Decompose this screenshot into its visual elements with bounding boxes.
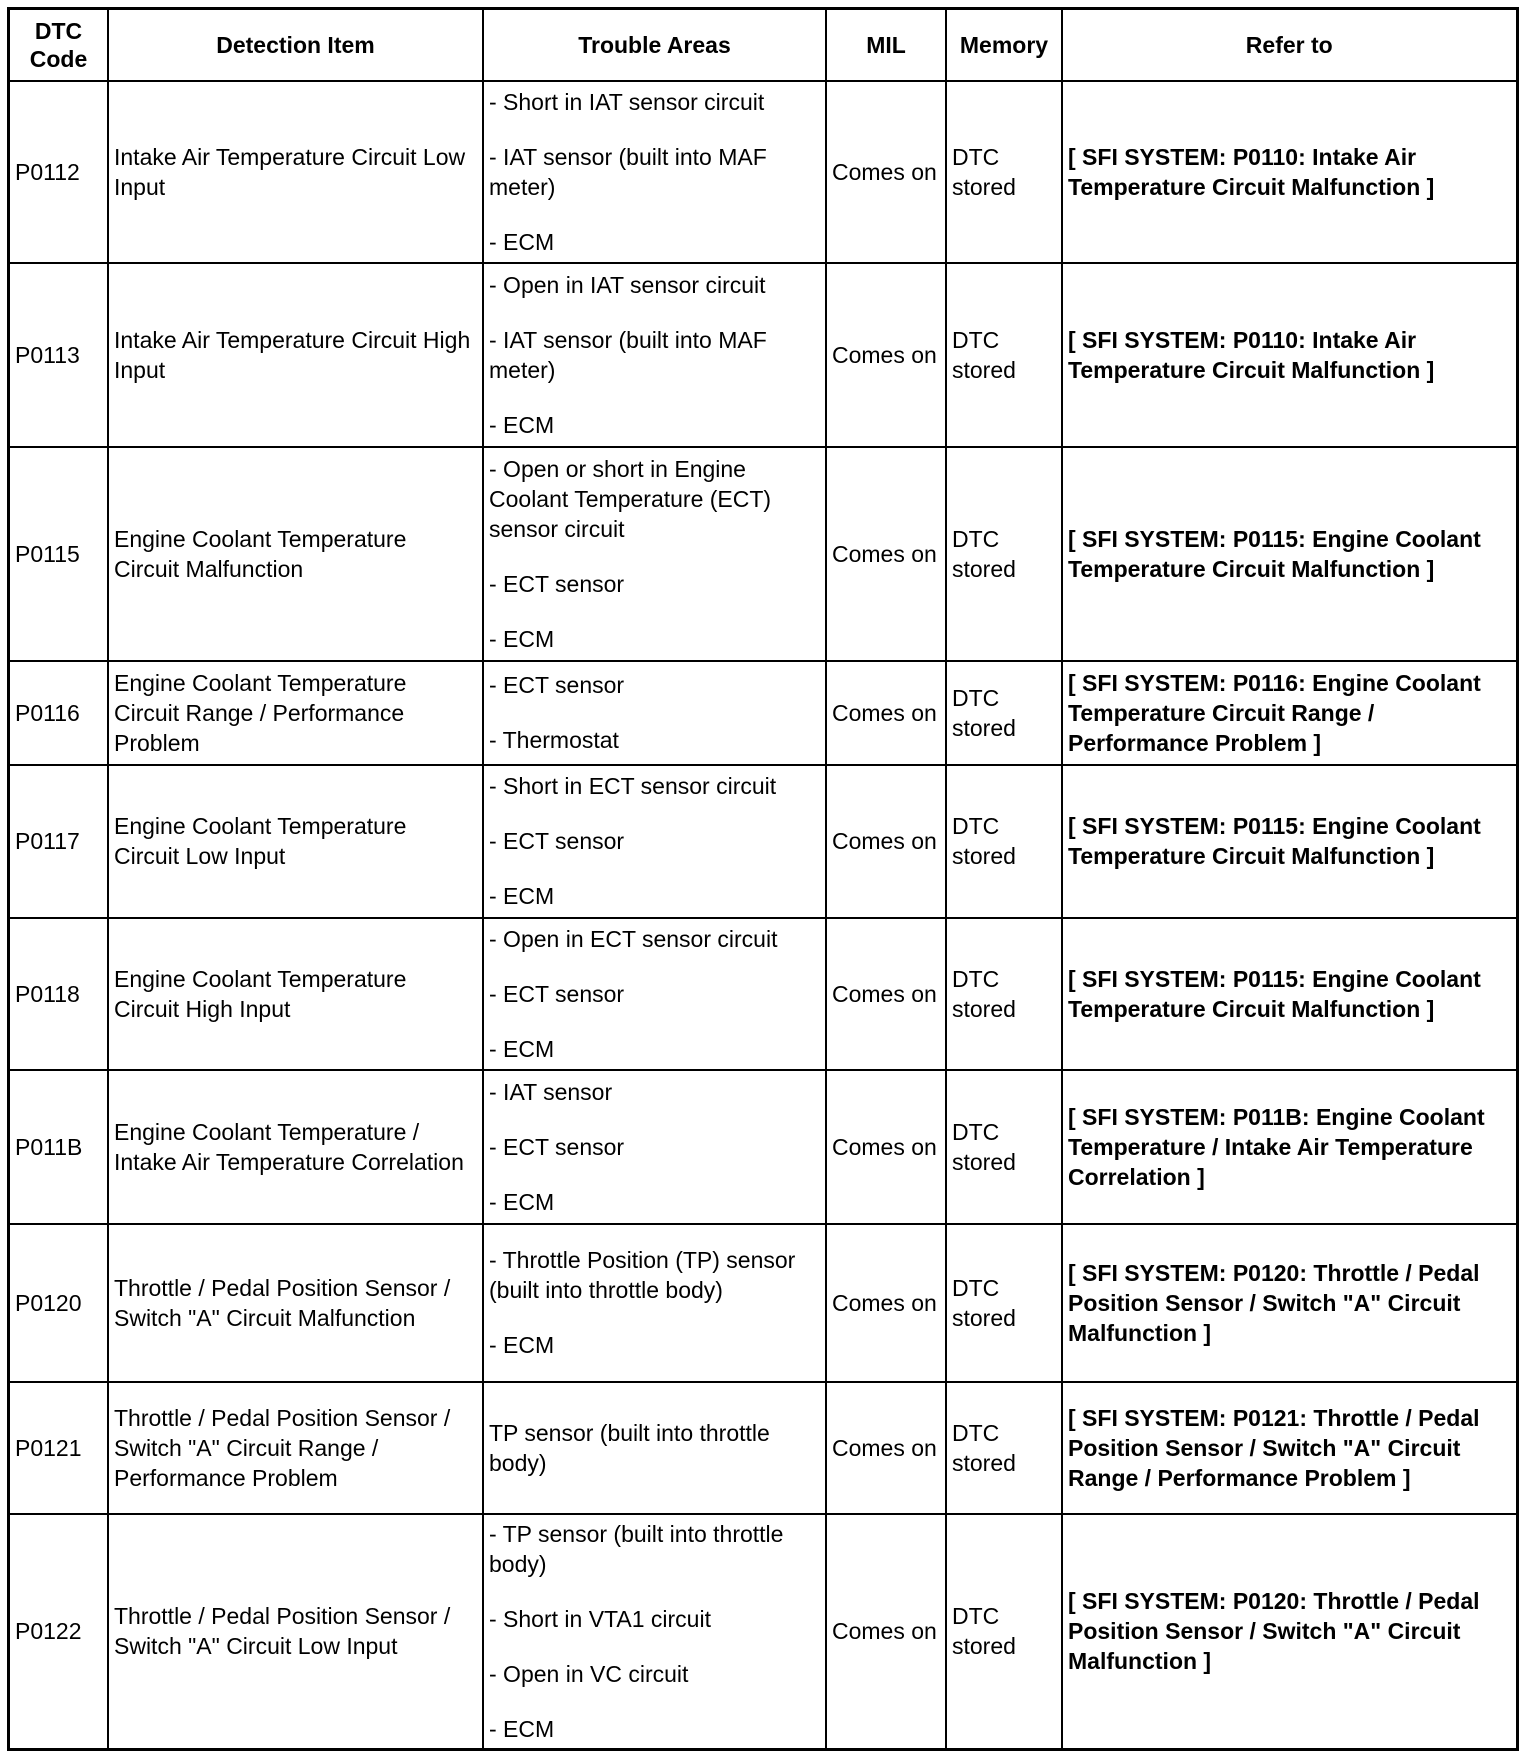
detection-item: Throttle / Pedal Position Sensor / Switch "A" Circuit Range / Performance Problem [108,1382,483,1514]
refer-to-link[interactable]: [ SFI SYSTEM: P0120: Throttle / Pedal Position Sensor / Switch "A" Circuit Malfunction ] [1062,1514,1517,1750]
detection-item: Engine Coolant Temperature Circuit Range / Performance Problem [108,661,483,765]
table-row [9,661,1518,765]
detection-item: Engine Coolant Temperature / Intake Air Temperature Correlation [108,1070,483,1224]
trouble-area-item: - ECM [489,1035,555,1062]
mil-status: Comes on [826,447,946,661]
trouble-areas [483,661,826,765]
dtc-code: P0122 [9,1514,109,1750]
trouble-area-item: - Short in VTA1 circuit [489,1605,711,1632]
detection-item: Intake Air Temperature Circuit High Input [108,263,483,447]
mil-status: Comes on [826,1070,946,1224]
mil-status: Comes on [826,1224,946,1382]
trouble-area-item: - ECM [489,1188,555,1215]
memory-status: DTC stored [946,447,1062,661]
table-row [9,1224,1518,1382]
trouble-area-item: TP sensor (built into throttle body) [489,1419,770,1476]
table-row [9,263,1518,447]
refer-to-link[interactable]: [ SFI SYSTEM: P0115: Engine Coolant Temperature Circuit Malfunction ] [1062,918,1517,1070]
table-row [9,765,1518,918]
trouble-area-item: - IAT sensor (built into MAF meter) [489,326,767,383]
trouble-area-item: - ECT sensor [489,672,625,698]
mil-status: Comes on [826,661,946,765]
trouble-area-item: - Short in IAT sensor circuit [489,88,765,115]
trouble-areas [483,1070,826,1224]
dtc-code: P0117 [9,765,109,918]
memory-status: DTC stored [946,918,1062,1070]
memory-status: DTC stored [946,765,1062,918]
memory-status: DTC stored [946,1382,1062,1514]
memory-status: DTC stored [946,263,1062,447]
detection-item: Engine Coolant Temperature Circuit Malfunction [108,447,483,661]
trouble-area-item: - ECM [489,1715,555,1742]
header-trouble-areas: Trouble Areas [483,9,826,81]
table-row [9,1382,1518,1514]
detection-item: Engine Coolant Temperature Circuit High Input [108,918,483,1070]
trouble-area-item: - Thermostat [489,727,619,753]
memory-status: DTC stored [946,1224,1062,1382]
refer-to-link[interactable]: [ SFI SYSTEM: P0121: Throttle / Pedal Position Sensor / Switch "A" Circuit Range / Performance Problem ] [1062,1382,1517,1514]
refer-to-link[interactable]: [ SFI SYSTEM: P011B: Engine Coolant Temperature / Intake Air Temperature Correlation ] [1062,1070,1517,1224]
trouble-area-item: - ECM [489,228,555,255]
trouble-area-item: - Open in VC circuit [489,1660,689,1687]
trouble-areas [483,918,826,1070]
memory-status: DTC stored [946,661,1062,765]
trouble-areas [483,1224,826,1382]
dtc-code: P0118 [9,918,109,1070]
trouble-area-item: - ECT sensor [489,570,625,597]
mil-status: Comes on [826,263,946,447]
table-row [9,1514,1518,1750]
header-row [9,9,1518,81]
table-row [9,81,1518,263]
detection-item: Engine Coolant Temperature Circuit Low Input [108,765,483,918]
trouble-areas [483,1382,826,1514]
dtc-code: P0112 [9,81,109,263]
trouble-areas [483,1514,826,1750]
trouble-area-item: - Open in ECT sensor circuit [489,925,778,952]
refer-to-link[interactable]: [ SFI SYSTEM: P0115: Engine Coolant Temperature Circuit Malfunction ] [1062,447,1517,661]
dtc-code: P0113 [9,263,109,447]
refer-to-link[interactable]: [ SFI SYSTEM: P0110: Intake Air Temperature Circuit Malfunction ] [1062,263,1517,447]
trouble-area-item: - ECM [489,625,555,652]
refer-to-link[interactable]: [ SFI SYSTEM: P0110: Intake Air Temperature Circuit Malfunction ] [1062,81,1517,263]
dtc-code: P0120 [9,1224,109,1382]
trouble-area-item: - TP sensor (built into throttle body) [489,1520,784,1577]
refer-to-link[interactable]: [ SFI SYSTEM: P0116: Engine Coolant Temperature Circuit Range / Performance Problem ] [1062,661,1517,765]
trouble-area-item: - ECM [489,883,555,909]
trouble-areas [483,447,826,661]
trouble-area-item: - Open or short in Engine Coolant Temperature (ECT) sensor circuit [489,455,772,542]
memory-status: DTC stored [946,1070,1062,1224]
trouble-area-item: - ECM [489,1332,555,1358]
header-memory: Memory [946,9,1062,81]
refer-to-link[interactable]: [ SFI SYSTEM: P0115: Engine Coolant Temperature Circuit Malfunction ] [1062,765,1517,918]
trouble-area-item: - ECT sensor [489,980,625,1007]
mil-status: Comes on [826,81,946,263]
refer-to-link[interactable]: [ SFI SYSTEM: P0120: Throttle / Pedal Position Sensor / Switch "A" Circuit Malfunction ] [1062,1224,1517,1382]
detection-item: Intake Air Temperature Circuit Low Input [108,81,483,263]
header-refer-to: Refer to [1062,9,1517,81]
memory-status: DTC stored [946,1514,1062,1750]
trouble-area-item: - ECT sensor [489,1133,625,1160]
mil-status: Comes on [826,918,946,1070]
trouble-area-item: - Short in ECT sensor circuit [489,773,777,799]
table-row [9,447,1518,661]
detection-item: Throttle / Pedal Position Sensor / Switch "A" Circuit Low Input [108,1514,483,1750]
header-mil: MIL [826,9,946,81]
dtc-code: P011B [9,1070,109,1224]
header-dtc-code: DTC Code [9,9,109,81]
dtc-code: P0121 [9,1382,109,1514]
trouble-area-item: - ECT sensor [489,828,625,854]
detection-item: Throttle / Pedal Position Sensor / Switch "A" Circuit Malfunction [108,1224,483,1382]
trouble-area-item: - Throttle Position (TP) sensor (built into throttle body) [489,1247,796,1303]
trouble-area-item: - IAT sensor (built into MAF meter) [489,143,767,200]
dtc-table [7,7,1519,1751]
table-row [9,1070,1518,1224]
trouble-area-item: - ECM [489,411,555,438]
trouble-areas [483,765,826,918]
trouble-areas [483,81,826,263]
trouble-areas [483,263,826,447]
header-detection-item: Detection Item [108,9,483,81]
dtc-code: P0116 [9,661,109,765]
trouble-area-item: - Open in IAT sensor circuit [489,271,766,298]
mil-status: Comes on [826,1514,946,1750]
trouble-area-item: - IAT sensor [489,1078,613,1105]
mil-status: Comes on [826,765,946,918]
memory-status: DTC stored [946,81,1062,263]
mil-status: Comes on [826,1382,946,1514]
table-row [9,918,1518,1070]
dtc-code: P0115 [9,447,109,661]
